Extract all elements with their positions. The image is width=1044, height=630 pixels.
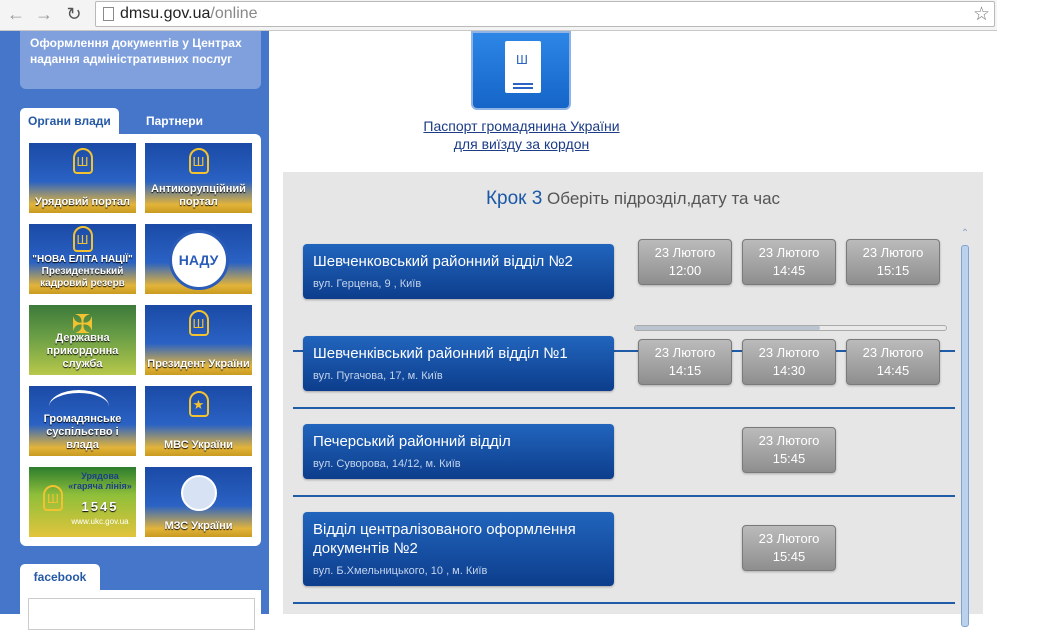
slot-time: 15:45 [772,451,806,466]
banner-mzs[interactable] [145,467,252,537]
reload-icon[interactable]: ↻ [66,4,82,24]
office-address: вул. Б.Хмельницького, 10 , м. Київ [313,565,488,577]
slot-time: 14:15 [668,363,702,378]
banner-government-portal[interactable] [29,143,136,213]
tab-facebook[interactable]: facebook [20,564,100,592]
slot-date: 23 Лютого [758,433,820,448]
police-star-icon: ★ [189,391,209,417]
time-slot[interactable] [742,427,836,473]
slot-date: 23 Лютого [654,345,716,360]
slot-date: 23 Лютого [862,245,924,260]
banner-president[interactable] [145,305,252,375]
left-sidebar [0,31,269,614]
office-address: вул. Пугачова, 17, м. Київ [313,370,443,382]
address-bar[interactable] [95,1,995,27]
slot-time: 14:30 [772,363,806,378]
divider [293,602,955,604]
forward-arrow-icon[interactable]: → [35,4,53,24]
slot-date: 23 Лютого [758,245,820,260]
url-text[interactable] [120,5,258,23]
time-slot[interactable] [742,239,836,285]
trident-icon: Ш [189,310,209,336]
office-card[interactable] [303,424,614,479]
passport-document-icon [505,41,541,93]
banner-label: МЗС України [164,520,233,532]
hotline-site: www.ukc.gov.ua [71,517,129,526]
banner-label: Урядовий портал [35,196,130,208]
facebook-panel [20,590,261,620]
vertical-scrollbar[interactable] [961,245,969,627]
globe-icon [181,475,217,511]
divider [293,495,955,497]
banner-label: Антикорупційний портал [151,183,246,208]
office-address: вул. Герцена, 9 , Київ [313,278,422,290]
slot-date: 23 Лютого [862,345,924,360]
url-host: dmsu.gov.ua [120,5,211,22]
step-title [283,188,983,210]
divider [293,407,955,409]
hotline-title: Урядова «гаряча лінія» [68,471,132,491]
banner-label: Президент України [147,358,250,370]
bookmark-star-icon[interactable]: ☆ [972,4,990,25]
scrollbar-thumb[interactable] [635,326,820,330]
url-path: /online [210,5,258,22]
time-slot[interactable] [742,339,836,385]
office-card[interactable] [303,336,614,391]
page-content [0,31,1044,614]
slot-date: 23 Лютого [758,345,820,360]
banner-hotline[interactable] [29,467,136,537]
banner-nadu[interactable] [145,224,252,294]
trident-icon: Ш [516,52,528,67]
hotline-number: 1545 [81,499,119,514]
browser-toolbar [0,0,997,31]
time-slot[interactable] [638,339,732,385]
doc-line [513,87,533,89]
services-text: Оформлення документів у Центрах надання адміністративних послуг [30,36,242,66]
slot-time: 12:00 [668,263,702,278]
horizontal-scrollbar[interactable] [634,325,947,331]
banner-label: Громадянське суспільство і влада [43,413,122,451]
tab-authorities[interactable]: Органи влади [20,108,119,136]
border-guard-cross-icon: ✠ [71,309,94,339]
slot-time: 14:45 [772,263,806,278]
slot-date: 23 Лютого [654,245,716,260]
office-name: Шевченковський районний відділ №2 [313,253,573,270]
banner-label: "НОВА ЕЛІТА НАЦІЇ" Президентський кадровий резерв [32,254,133,289]
office-name: Печерський районний відділ [313,433,511,450]
office-name: Відділ централізованого оформлення документів №2 [313,521,576,557]
nadu-logo: НАДУ [169,230,229,290]
trident-icon: Ш [43,485,63,511]
page-icon [103,7,114,21]
back-arrow-icon[interactable]: ← [7,4,25,24]
office-card[interactable] [303,512,614,586]
banner-anticorruption-portal[interactable] [145,143,252,213]
banner-mvs[interactable] [145,386,252,456]
banners-panel [20,134,261,546]
doc-line [513,83,533,85]
office-card[interactable] [303,244,614,299]
slot-time: 15:15 [876,263,910,278]
banner-nova-elita[interactable] [29,224,136,294]
banner-label: МВС України [164,439,233,451]
slot-time: 15:45 [772,549,806,564]
slot-time: 14:45 [876,363,910,378]
passport-link[interactable]: Паспорт громадянина України для виїзду за кордон [423,118,620,152]
banner-border-service[interactable] [29,305,136,375]
trident-icon: Ш [73,226,93,252]
step-panel [283,172,983,614]
banner-civil-society[interactable] [29,386,136,456]
step-number: Крок 3 [485,188,543,209]
step-text: Оберіть підрозділ,дату та час [547,189,781,208]
time-slot[interactable] [846,239,940,285]
services-box[interactable] [20,31,261,89]
facebook-widget[interactable] [28,598,255,630]
slot-date: 23 Лютого [758,531,820,546]
time-slot[interactable] [638,239,732,285]
scroll-up-chevron-icon[interactable]: ⌃ [960,228,970,239]
office-name: Шевченківський районний відділ №1 [313,345,568,362]
tab-partners[interactable]: Партнери [146,114,203,128]
trident-icon: Ш [73,148,93,174]
banner-label: Державна прикордонна служба [46,332,119,370]
office-address: вул. Суворова, 14/12, м. Київ [313,458,461,470]
trident-icon: Ш [189,148,209,174]
time-slot[interactable] [846,339,940,385]
passport-service-icon[interactable] [471,31,571,110]
time-slot[interactable] [742,525,836,571]
